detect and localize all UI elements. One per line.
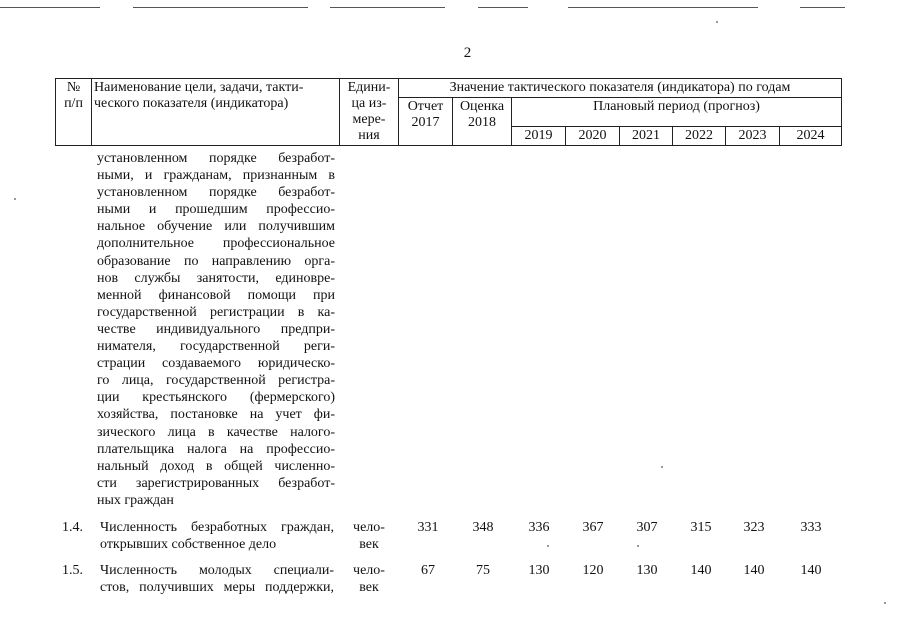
value-2020: 367 <box>582 520 604 535</box>
indicator-table-header <box>55 78 842 146</box>
text-line: ции крестьянского (фермерского) <box>97 390 335 406</box>
text-line: ными и прошедшим профессио- <box>97 202 335 218</box>
row-unit <box>346 519 392 553</box>
row-indicator-name <box>100 562 334 596</box>
col-name-label: Наименование цели, задачи, такти- <box>94 80 304 95</box>
year-2020-header: 2020 <box>566 127 620 146</box>
report-year: 2017 <box>411 115 440 130</box>
year-2019-header: 2019 <box>512 127 566 146</box>
planned-period-header: Плановый период (прогноз) <box>512 98 842 127</box>
scan-edge-line <box>478 7 528 8</box>
col-name-label: ческого показателя (индикатора) <box>94 96 289 111</box>
scan-speck <box>716 21 718 23</box>
unit-line: чело- <box>353 520 385 535</box>
page-number: 2 <box>463 45 472 61</box>
value-2018: 348 <box>472 520 494 535</box>
text-line: Численность молодых специали- <box>100 563 334 578</box>
col-number-label: № <box>66 80 81 95</box>
values-group-header: Значение тактического показателя (индикатора) по годам <box>399 79 842 98</box>
scan-edge-line <box>133 7 308 8</box>
text-line: нальное обучение или получившим <box>97 219 335 235</box>
scan-edge-line <box>0 7 100 8</box>
scan-edge-line <box>330 7 445 8</box>
col-unit-label: ца из- <box>351 96 387 111</box>
text-line: страции создаваемого юридическо- <box>97 356 335 372</box>
unit-line: чело- <box>353 563 385 578</box>
col-name-header <box>92 79 340 146</box>
text-line: ными, и гражданам, признанным в <box>97 168 335 184</box>
col-unit-label: ния <box>358 128 380 143</box>
value-2024: 333 <box>800 520 822 535</box>
value-2017: 331 <box>417 520 439 535</box>
text-line: образование по направлению орга- <box>97 253 335 269</box>
row-indicator-name <box>100 519 334 553</box>
year-2021-header: 2021 <box>620 127 673 146</box>
row-number: 1.5. <box>62 563 83 578</box>
value-2023: 323 <box>743 520 765 535</box>
text-line: хозяйства, постановке на учет фи- <box>97 407 335 423</box>
text-line: честве индивидуального предпри- <box>97 321 335 337</box>
text-line: нов службы занятости, единовре- <box>97 270 335 286</box>
col-unit-label: мере- <box>352 112 386 127</box>
scan-speck <box>661 466 663 468</box>
report-column-header <box>399 98 453 146</box>
scan-speck <box>14 198 16 200</box>
value-2024: 140 <box>800 563 822 578</box>
year-2022-header: 2022 <box>673 127 726 146</box>
text-line: нальный доход в общей численно- <box>97 458 335 474</box>
text-line: сти зарегистрированных безработ- <box>97 475 335 491</box>
unit-line: век <box>359 580 379 595</box>
text-line: плательщика налога на профессио- <box>97 441 335 457</box>
value-2021: 307 <box>636 520 658 535</box>
value-2018: 75 <box>476 563 490 578</box>
col-number-label: п/п <box>64 96 83 111</box>
row-unit <box>346 562 392 596</box>
value-2022: 315 <box>690 520 712 535</box>
estimate-label: Оценка <box>459 99 505 114</box>
text-line: государственной регистрации в ка- <box>97 304 335 320</box>
report-label: Отчет <box>407 99 444 114</box>
scan-speck <box>637 545 639 547</box>
scan-speck <box>547 545 549 547</box>
text-line: зического лица в качестве налого- <box>97 424 335 440</box>
text-line: ных граждан <box>97 492 174 508</box>
text-line: го лица, государственной регистра- <box>97 373 335 389</box>
row-number: 1.4. <box>62 520 83 535</box>
scan-speck <box>884 602 886 604</box>
value-2022: 140 <box>690 563 712 578</box>
text-line: менной финансовой помощи при <box>97 287 335 303</box>
text-line: дополнительное профессиональное <box>97 236 335 252</box>
text-line: Численность безработных граждан, <box>100 520 334 535</box>
scan-edge-line <box>568 7 758 8</box>
text-line: установленном порядке безработ- <box>97 185 335 201</box>
text-line: открывших собственное дело <box>100 537 277 552</box>
scan-edge-line <box>800 7 845 8</box>
text-line: стов, получивших меры поддержки, <box>100 580 334 595</box>
estimate-year: 2018 <box>468 115 496 130</box>
value-2019: 130 <box>528 563 550 578</box>
col-number-header <box>56 79 92 146</box>
unit-line: век <box>359 537 379 552</box>
value-2020: 120 <box>582 563 604 578</box>
value-2017: 67 <box>421 563 435 578</box>
col-unit-label: Едини- <box>347 80 391 95</box>
year-2023-header: 2023 <box>726 127 780 146</box>
value-2019: 336 <box>528 520 550 535</box>
value-2021: 130 <box>636 563 658 578</box>
estimate-column-header <box>453 98 512 146</box>
year-2024-header: 2024 <box>780 127 842 146</box>
text-line: нимателя, государственной реги- <box>97 339 335 355</box>
indicator-name-continuation <box>97 150 335 509</box>
col-unit-header <box>340 79 399 146</box>
text-line: установленном порядке безработ- <box>97 151 335 166</box>
value-2023: 140 <box>743 563 765 578</box>
